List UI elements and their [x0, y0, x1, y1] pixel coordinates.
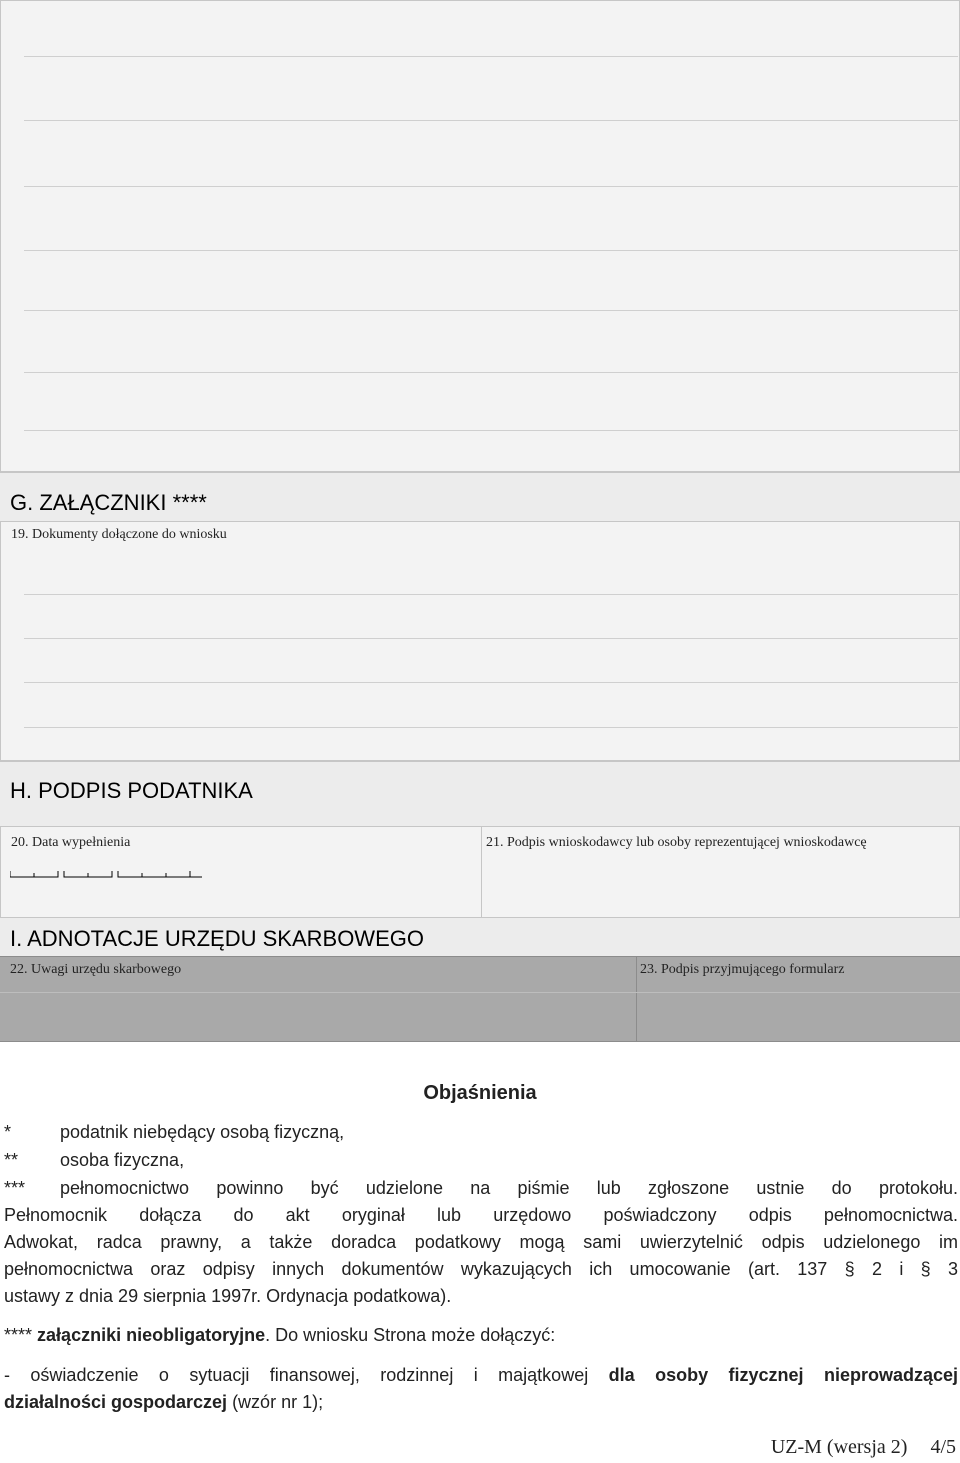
- form-code: UZ-M (wersja 2): [770, 1436, 908, 1458]
- page-footer: [771, 1436, 956, 1459]
- note-3-mark: ***: [4, 1178, 26, 1198]
- section-h-header: [0, 761, 960, 827]
- section-i-title: I. ADNOTACJE URZĘDU SKARBOWEGO: [10, 926, 424, 951]
- note-3-line-1: pełnomocnictwo powinno być udzielone na piśmie lub zgłoszone ustnie do protokołu.: [60, 1178, 958, 1198]
- signature-label: 21. Podpis wnioskodawcy lub osoby reprezentującej wnioskodawcę: [486, 835, 867, 850]
- note-1-mark: *: [4, 1122, 12, 1142]
- note-4: [4, 1325, 555, 1346]
- note-3-line-2: Pełnomocnik dołącza do akt oryginał lub urzędowo poświadczony odpis pełnomocnictwa.: [4, 1205, 958, 1225]
- section-g-header: [0, 472, 960, 522]
- field-line: [24, 727, 958, 728]
- bullet-rest: (wzór nr 1);: [227, 1392, 324, 1412]
- note-2-mark: **: [4, 1150, 19, 1170]
- note-3: [4, 1175, 958, 1310]
- note-2-text: osoba fizyczna,: [60, 1150, 185, 1170]
- bullet-prefix: - oświadczenie o sytuacji finansowej, rodzinnej i majątkowej: [4, 1365, 609, 1385]
- field-line: [24, 638, 958, 639]
- field-line: [24, 594, 958, 595]
- office-divider: [636, 956, 637, 1042]
- note-4-mark: ****: [4, 1325, 33, 1345]
- note-4-rest: . Do wniosku Strona może dołączyć:: [265, 1325, 556, 1345]
- remarks-label: 22. Uwagi urzędu skarbowego: [10, 962, 182, 977]
- receiver-label: 23. Podpis przyjmującego formularz: [640, 962, 845, 977]
- field-line: [24, 56, 958, 57]
- bullet-bold-1: dla osoby fizycznej nieprowadzącej: [608, 1365, 958, 1385]
- note-3-line-4: pełnomocnictwa oraz odpisy innych dokumentów wykazujących ich umocowanie (art. 137 § 2 i § 3: [4, 1259, 958, 1279]
- field-line: [24, 682, 958, 683]
- continuation-field-area[interactable]: [0, 0, 960, 472]
- section-h-title: H. PODPIS PODATNIKA: [10, 778, 253, 803]
- note-1: [4, 1122, 344, 1143]
- note-3-line-3: Adwokat, radca prawny, a także doradca podatkowy mogą sami uwierzytelnić odpis udzielonego im: [4, 1232, 958, 1252]
- field-line: [24, 250, 958, 251]
- field-line: [24, 372, 958, 373]
- section-g-title: G. ZAŁĄCZNIKI ****: [10, 490, 207, 515]
- office-field-line: [0, 992, 960, 993]
- signature-field[interactable]: [481, 826, 960, 918]
- field-line: [24, 310, 958, 311]
- explanations-heading: Objaśnienia: [423, 1082, 537, 1104]
- attachment-bullet: [4, 1362, 958, 1416]
- page-number: 4/5: [930, 1436, 956, 1458]
- note-1-text: podatnik niebędący osobą fizyczną,: [60, 1122, 345, 1142]
- note-2: [4, 1150, 184, 1171]
- field-line: [24, 120, 958, 121]
- date-input-boxes[interactable]: [10, 867, 210, 879]
- section-i-header: [0, 917, 960, 957]
- attachments-field[interactable]: [0, 521, 960, 761]
- field-line: [24, 430, 958, 431]
- field-line: [24, 186, 958, 187]
- note-3-line-5: ustawy z dnia 29 sierpnia 1997r. Ordynacja podatkowa).: [4, 1286, 452, 1306]
- bullet-bold-2: działalności gospodarczej: [4, 1392, 228, 1412]
- date-label: 20. Data wypełnienia: [11, 835, 131, 850]
- attachments-label: 19. Dokumenty dołączone do wniosku: [11, 527, 227, 542]
- note-4-bold: załączniki nieobligatoryjne: [37, 1325, 266, 1345]
